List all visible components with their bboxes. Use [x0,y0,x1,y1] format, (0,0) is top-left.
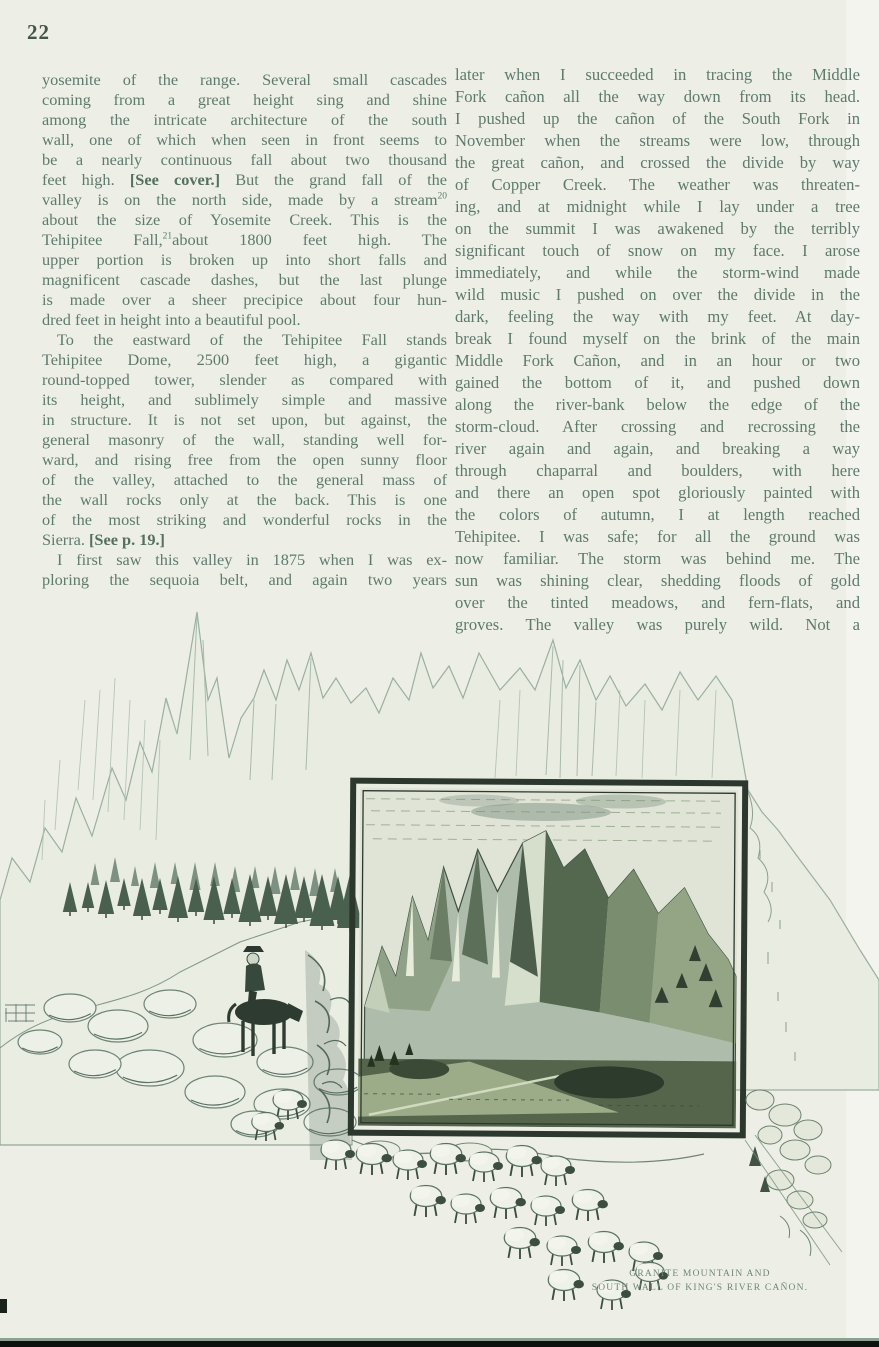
text-line: feet high. [See cover.] But the grand fall of the [42,170,447,189]
sheep [451,1194,485,1224]
text-line: later when I succeeded in tracing the Middle [455,65,860,84]
text-line: in structure. It is not set upon, but against, the [42,410,447,429]
sheep [588,1232,624,1264]
text-line: on the summit I was awakened by the terribly [455,219,860,238]
text-line: ing, and at midnight while I lay under a tree [455,197,860,216]
column-right [455,64,860,636]
bush [746,1090,774,1110]
sheep [531,1196,565,1226]
sheep [469,1152,503,1182]
text-line: upper portion is broken up into short falls and [42,250,447,269]
caption-line-1: GRANITE MOUNTAIN AND [629,1269,771,1279]
text-line: wall, one of which when seen in front seems to [42,130,447,149]
inset-engraving [351,781,745,1136]
bold-text: [See cover.] [129,170,220,189]
text-line: immediately, and while the storm-wind made [455,263,860,282]
text-line: of the most striking and wonderful rocks in the [42,510,447,529]
text-line: the colors of autumn, I at length reached [455,505,860,524]
sheep [506,1146,542,1178]
text-line: be a nearly continuous fall about two thousand [42,150,447,169]
bush [805,1156,831,1174]
boulder [144,990,196,1018]
boulder [69,1050,121,1078]
right-slope-bushes [745,1090,842,1265]
engraving-illustration [0,598,879,1347]
text-line: Sierra. [See p. 19.] [42,530,165,549]
text-line: the great cañon, and crossed the divide by way [455,153,860,172]
bush [803,1212,827,1228]
text-line: dred feet in height into a beautiful pool. [42,310,301,329]
boulder [44,994,96,1022]
bush [766,1170,794,1190]
text-line: gained the bottom of it, and pushed down [455,373,860,392]
bush [769,1104,801,1126]
text-line: coming from a great height sing and shine [42,90,447,109]
bush [758,1126,782,1144]
footnote-marker: 21 [162,231,173,242]
sheep [541,1156,575,1186]
text-line: is made over a sheer precipice about four hun- [42,290,447,309]
boulder [257,1047,313,1077]
text-line: dark, feeling the way with my feet. At day- [455,307,860,326]
text-line: I first saw this valley in 1875 when I was ex- [57,550,447,569]
text-line: ward, and rising free from the open sunny floor [42,450,447,469]
text-line: sun was shining clear, shedding floods of gold [455,571,860,590]
text-line: valley is on the north side, made by a stream$^{20}$ [42,190,447,209]
text-line: round-topped tower, slender as compared with [42,370,447,389]
sheep [393,1150,427,1180]
text-line: general masonry of the wall, standing well for- [42,430,447,449]
illustration-caption [540,1267,860,1295]
page-number: 22 [27,20,50,44]
text-line: over the tinted meadows, and fern-flats, and [455,593,860,612]
bush [787,1191,813,1209]
text-line: of Copper Creek. The weather was threaten- [455,175,860,194]
boulder [88,1010,148,1042]
boulder [18,1030,62,1054]
text-line: and there an open spot gloriously painted with [455,483,860,502]
text-line: yosemite of the range. Several small cascades [42,70,447,89]
bold-text: [See p. 19.] [89,530,165,549]
sheep [504,1228,540,1260]
text-line: groves. The valley was purely wild. Not a [455,615,860,634]
text-line: significant touch of snow on my face. I arose [455,241,860,260]
text-line: Tehipitee. I was safe; for all the ground was [455,527,860,546]
text-line: the wall rocks only at the back. This is one [42,490,447,509]
text-line: wild music I pushed on over the divide in the [455,285,860,304]
caption-line-2: SOUTH WALL OF KING'S RIVER CAÑON. [591,1283,809,1293]
footnote-marker: 20 [437,191,447,202]
text-line: now familiar. The storm was behind me. The [455,549,860,568]
boulder [116,1050,184,1086]
text-line: To the eastward of the Tehipitee Fall stands [57,330,447,349]
text-line: through chaparral and boulders, with here [455,461,860,480]
sheep [547,1236,581,1266]
sheep [490,1188,526,1220]
sheep [410,1186,446,1218]
text-line: Tehipitee Fall,$^{21}$about 1800 feet high. The [42,230,447,249]
text-line: Tehipitee Dome, 2500 feet high, a gigantic [42,350,447,369]
text-line: November when the streams were low, through [455,131,860,150]
bush [780,1140,810,1160]
text-line: I pushed up the cañon of the South Fork in [455,109,860,128]
text-line: magnificent cascade dashes, but the last plunge [42,270,447,289]
bush [794,1120,822,1140]
scan-edge-bottom [0,1341,879,1347]
text-line: along the river-bank below the edge of the [455,395,860,414]
boulder [193,1023,257,1057]
text-line: its height, and sublimely simple and massive [42,390,447,409]
scan-edge-notch [0,1299,7,1313]
text-line: storm-cloud. After crossing and recrossing the [455,417,860,436]
text-line: among the intricate architecture of the south [42,110,447,129]
boulder [185,1076,245,1108]
text-line: of the valley, attached to the general mass of [42,470,447,489]
column-left [42,70,447,590]
text-line: river again and again, and breaking a way [455,439,860,458]
sheep [572,1190,608,1222]
text-line: about the size of Yosemite Creek. This is the [42,210,447,229]
text-line: Fork cañon all the way down from its head. [455,87,860,106]
text-line: ploring the sequoia belt, and again two years [42,570,447,589]
text-line: break I found myself on the brink of the main [455,329,860,348]
text-line: Middle Fork Cañon, and in an hour or two [455,351,860,370]
